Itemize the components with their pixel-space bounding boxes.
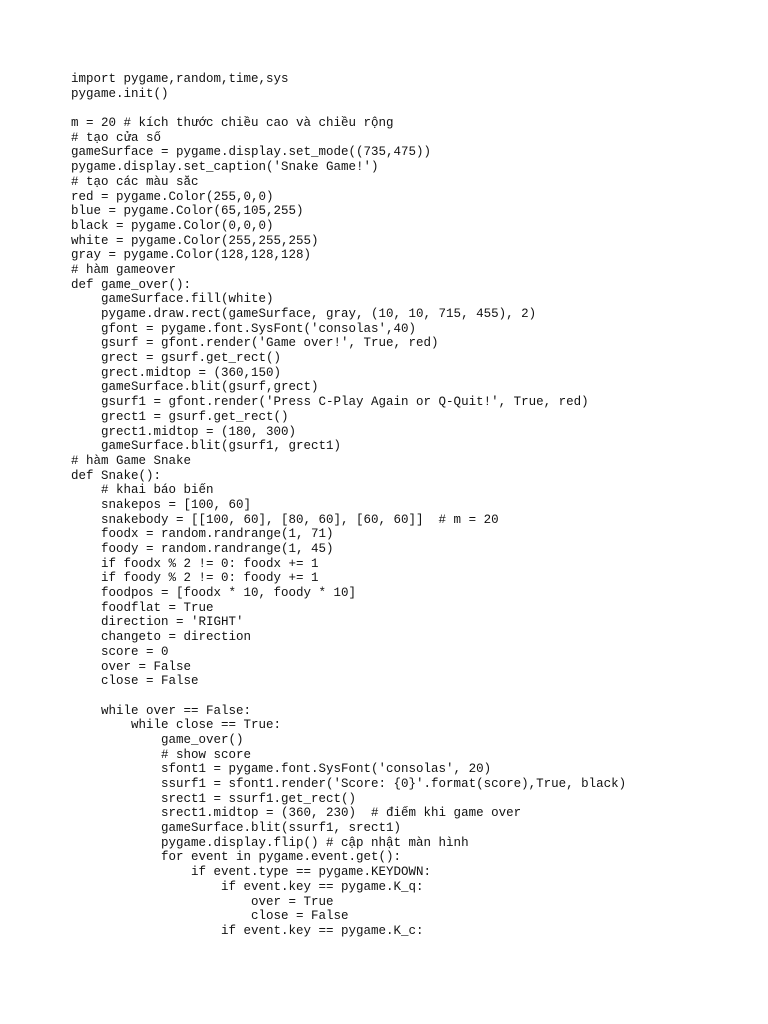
code-line: # hàm gameover (71, 262, 177, 277)
code-line: over = True (71, 894, 334, 909)
code-line: m = 20 # kích thước chiều cao và chiều rộng (71, 116, 394, 131)
code-line: snakebody = [[100, 60], [80, 60], [60, 60]] # m = 20 (71, 512, 499, 527)
code-line: if foodx % 2 != 0: foodx += 1 (71, 556, 319, 571)
code-line: # khai báo biến (71, 483, 214, 498)
code-line: changeto = direction (71, 630, 252, 645)
code-line: red = pygame.Color(255,0,0) (71, 189, 274, 204)
code-line: import pygame,random,time,sys (71, 72, 289, 86)
code-line: direction = 'RIGHT' (71, 615, 244, 630)
code-line: black = pygame.Color(0,0,0) (71, 218, 274, 233)
code-line: pygame.display.flip() # cập nhật màn hình (71, 835, 469, 850)
code-line: ssurf1 = sfont1.render('Score: {0}'.format(score),True, black) (71, 777, 627, 791)
code-line: if event.key == pygame.K_c: (71, 923, 424, 938)
code-line: # tạo các màu sắc (71, 174, 199, 189)
code-line: score = 0 (71, 644, 169, 659)
code-line: close = False (71, 909, 349, 924)
code-line (71, 689, 751, 704)
code-line (71, 101, 751, 116)
code-line: srect1.midtop = (360, 230) # điểm khi game over (71, 806, 522, 821)
code-line: gameSurface.blit(ssurf1, srect1) (71, 821, 402, 836)
code-line: over = False (71, 659, 192, 674)
code-line: foody = random.randrange(1, 45) (71, 542, 334, 556)
code-line: game_over() (71, 732, 244, 747)
code-line: if event.type == pygame.KEYDOWN: (71, 865, 432, 880)
code-line: # hàm Game Snake (71, 453, 192, 468)
code-line: gameSurface.blit(gsurf,grect) (71, 380, 319, 395)
code-line: blue = pygame.Color(65,105,255) (71, 204, 304, 219)
code-line: grect.midtop = (360,150) (71, 365, 282, 380)
code-line: white = pygame.Color(255,255,255) (71, 233, 319, 248)
code-block (71, 72, 751, 939)
code-line: foodflat = True (71, 600, 214, 615)
code-line: gameSurface = pygame.display.set_mode((735,475)) (71, 145, 432, 160)
code-line: gsurf1 = gfont.render('Press C-Play Again or Q-Quit!', True, red) (71, 395, 589, 410)
code-line: pygame.init() (71, 86, 169, 101)
code-line: pygame.display.set_caption('Snake Game!') (71, 160, 379, 175)
code-line: close = False (71, 674, 199, 689)
code-line: while close == True: (71, 718, 282, 733)
code-line: gameSurface.fill(white) (71, 292, 274, 307)
code-line: def Snake(): (71, 468, 162, 483)
code-line: grect1 = gsurf.get_rect() (71, 409, 289, 424)
code-line: gameSurface.blit(gsurf1, grect1) (71, 439, 342, 454)
code-line: grect1.midtop = (180, 300) (71, 424, 297, 439)
code-line: while over == False: (71, 703, 252, 718)
code-line: foodx = random.randrange(1, 71) (71, 527, 334, 542)
code-line: def game_over(): (71, 277, 192, 292)
code-line: gray = pygame.Color(128,128,128) (71, 248, 312, 263)
code-line: srect1 = ssurf1.get_rect() (71, 791, 357, 806)
code-line: for event in pygame.event.get(): (71, 850, 402, 865)
code-line: foodpos = [foodx * 10, foody * 10] (71, 586, 357, 601)
code-line: # show score (71, 747, 252, 762)
code-line: gfont = pygame.font.SysFont('consolas',40) (71, 321, 417, 336)
code-line: snakepos = [100, 60] (71, 497, 252, 512)
code-line: if foody % 2 != 0: foody += 1 (71, 571, 319, 586)
code-line: sfont1 = pygame.font.SysFont('consolas', 20) (71, 762, 492, 777)
code-line: # tạo cửa sổ (71, 130, 162, 145)
code-line: gsurf = gfont.render('Game over!', True, red) (71, 336, 439, 351)
code-line: grect = gsurf.get_rect() (71, 351, 282, 366)
code-line: pygame.draw.rect(gameSurface, gray, (10, 10, 715, 455), 2) (71, 307, 537, 321)
code-line: if event.key == pygame.K_q: (71, 879, 424, 894)
